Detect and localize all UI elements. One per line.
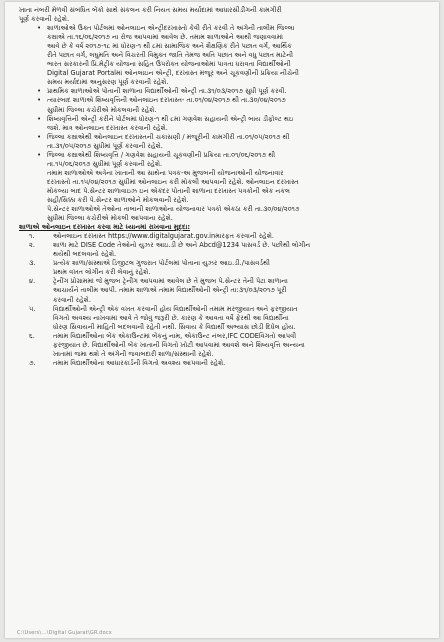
bullet-marker xyxy=(19,142,47,151)
bullet-item xyxy=(19,33,429,42)
point-text: પ્રત્યેક શાળા/સંસ્થાએ ડિજીટલ ગુજરાત પોર્ટલમાં પોતાના યુઝર આઇ.ડી./પાસવર્ડથી xyxy=(53,259,270,268)
bullet-text: સુધીમાં જિલ્લા કચેરીએ મોકલવાની રહેશે. xyxy=(47,105,157,114)
bullet-item xyxy=(19,51,429,60)
numbered-point xyxy=(19,259,429,268)
bullet-marker: • xyxy=(37,150,41,159)
bullet-marker xyxy=(19,42,47,51)
intro-line: પૂર્ણ કરવાની રહેશે. xyxy=(19,15,70,24)
point-text: પ્રથમ વખત લોગીન કરી લેવાનું રહેશે. xyxy=(53,268,151,277)
bullet-text: તા.૧૫/૦૬/૨૦૧૭ સુધીમાં પૂર્ણ કરવાની રહેશે. xyxy=(47,159,163,168)
bullet-marker xyxy=(19,106,47,115)
bullet-marker xyxy=(19,160,47,169)
bullet-item xyxy=(19,78,429,87)
bullet-item xyxy=(19,60,429,69)
bullet-marker: • xyxy=(37,114,41,123)
section-heading: શાળાએ ઓનલાઇન દરખાસ્ત કરવા માટે ધ્યાનમાં રાખવાના મુદ્દા: xyxy=(19,223,190,232)
bullet-text: Digital Gujarat Portalમાં ઓનલાઇન એન્ટ્રી, દરખાસ્ત મંજૂર અને ચૂકવણીની પ્રક્રિયા નીચેની xyxy=(47,69,299,78)
point-text: તમામ વિદ્યાર્થીઓના બેંક એકાઉન્ટમાં બેંકનું નામ, એકાઉન્ટ નંબર,IFC CODEવિગતો આપવી xyxy=(53,331,297,340)
bullet-marker: • xyxy=(37,132,41,141)
paragraph-line: તમામ શાળાઓએ અત્રેના ખાતાની આ સાથેના પત્રક-અ મુજબની યોજનાઓની યોજનાવાર xyxy=(47,168,284,177)
point-text: વિગતો અવશ્ય નાખવામાં આવે તે જોવું જરૂરી છે. કારણ કે આવતા વર્ષે ફેરથી આ વિદ્યાર્થીના xyxy=(53,313,289,322)
point-text: આચાર્યને તાલીમ આપી. તમામ શાળાએ તમામ વિદ્યાર્થીઓની એન્ટ્રી તા:૩૧/૦૩/૨૦૧૭ પૂરી xyxy=(53,286,287,295)
bullet-item xyxy=(19,106,429,115)
point-text: ધોરણ સિવાયની માહિતી બદલવાની રહેતી નથી. સિવાય કે વિદ્યાર્થી અભ્યાસ છોડી દિધેલ હોય. xyxy=(53,322,296,331)
point-number: ૨. xyxy=(29,241,35,250)
point-number xyxy=(19,250,53,259)
point-number: ૪. xyxy=(29,277,36,286)
point-number xyxy=(19,296,53,305)
numbered-point xyxy=(19,350,429,359)
bullet-marker: • xyxy=(37,87,41,96)
bullet-item xyxy=(19,124,429,133)
bullet-item xyxy=(19,115,429,124)
point-number xyxy=(19,341,53,350)
numbered-point xyxy=(19,332,429,341)
bullet-marker xyxy=(19,78,47,87)
paragraph-line: સહી/સિક્કા કરી પે.સેન્ટર શાળાઓને મોકલવાની રહેશે. xyxy=(47,195,189,204)
point-text: થયેથી બદલવાનો રહેશે. xyxy=(53,250,117,259)
point-text: શાળા માટે DISE Code તેઓનો યુઝર આઇ.ડી છે અને Abcd@1234 પાસવર્ડ છે. પછીથી લોગીન xyxy=(53,241,311,250)
submission-paragraph xyxy=(19,169,429,223)
point-text: ટ્રેનીંગ પ્રોગ્રામમાં જે મુજબ ટ્રેનીંગ આપવામાં આવેલ છે તે મુજબ પે.સેન્ટર તેની પેટા શાળાના xyxy=(53,277,288,286)
bullet-text: જિલ્લા કક્ષાએથી ઓનલાઇન દરખાસ્તની ચકાસણી / મંજૂરીની કામગીરી તા.૦૧/૦૫/૨૦૧૭ થી xyxy=(47,132,290,141)
bullet-list xyxy=(19,24,429,169)
numbered-point xyxy=(19,305,429,314)
bullet-text: શાળાઓએ ઉક્ત પોર્ટલમાં ઓનલાઇન એન્ટ્રીદરખાસ્તો કેવી રીતે કરવી તે અંગેની તાલીમ જિલ્લા xyxy=(47,24,295,33)
bullet-marker xyxy=(19,51,47,60)
point-number xyxy=(19,286,53,295)
bullet-text: આવે છે કે વર્ષ ૨૦૧૭-૧૮ માં ધોરણ-૧ થી ૮માં સામાજિક અને શૈક્ષણિક રીતે પછાત વર્ગ, આર્થિક xyxy=(47,42,292,51)
point-text: વિદ્યાર્થીઓની એન્ટ્રી એક વખત કરવાની હોય વિદ્યાર્થીઓની તમામ મરજીયાત અને ફરજીયાત xyxy=(53,304,298,313)
bullet-text: કક્ષાએ તા.૧૬/૦૬/૨૦૧૭ ના રોજ આપવામાં આવેલ છે. તમામ શાળાઓને આથી જણાવવામાં xyxy=(47,33,283,42)
point-number: ૧. xyxy=(29,232,35,241)
bullet-item xyxy=(19,133,429,142)
bullet-item xyxy=(19,87,429,96)
point-text: ફરજીયાત છે. વિદ્યાર્થીઓની બેંક ખાતાની વિગતો ખોટી આપવામાં આવશે અને શિષ્યવૃત્તિ અન્યના xyxy=(53,340,305,349)
bullet-text: પ્રાથમિક શાળાઓએ પોતાની શાળાના વિદ્યાર્થીઓની એન્ટ્રી તા.૩૧/૦૩/૨૦૧૭ સુધી પૂર્ણ કરવી. xyxy=(47,87,287,96)
numbered-point xyxy=(19,341,429,350)
numbered-point xyxy=(19,286,429,295)
paragraph-line: મોકલ્યા બાદ પે.સેન્ટર શાળાવાઇઝ ઇન એકંદર પોતાની શાળાના દરખાસ્ત પત્રકોની એક નકલ xyxy=(47,186,290,195)
intro-line: ખાતા નંબરી મેળવી સંબંધિત બેંકો સાથે સંકલન કરી નિયત સમય મર્યાદામાં આધારસીડીંગની કામગીરી xyxy=(19,6,282,14)
point-number xyxy=(19,350,53,359)
numbered-points xyxy=(19,232,429,368)
point-text: કરવાની રહેશે. xyxy=(53,295,91,304)
bullet-item xyxy=(19,151,429,160)
point-number: ૬. xyxy=(29,331,35,340)
bullet-marker: • xyxy=(37,96,41,105)
file-path-footer: C:\Users\...\Digital Gujarat\GR.docx xyxy=(17,630,112,636)
numbered-point xyxy=(19,323,429,332)
bullet-item xyxy=(19,96,429,105)
bullet-text: તા.૩૧/૦૫/૨૦૧૭ સુધીમાં પૂર્ણ કરવાની રહેશે. xyxy=(47,141,163,150)
point-text: ખાતામાં જમા થશે તે અંગેની જવાબદારી શાળા/સંસ્થાની રહેશે. xyxy=(53,349,214,358)
point-number xyxy=(19,314,53,323)
bullet-item xyxy=(19,142,429,151)
numbered-point xyxy=(19,314,429,323)
numbered-point xyxy=(19,359,429,368)
numbered-point xyxy=(19,250,429,259)
document-body xyxy=(19,6,429,368)
paragraph-line: પે.સેન્ટર શાળાઓએ તેઓના તાબાની શાળાઓના યોજનાવાર પત્રકો એકઠા કરી તા.૩૦/૦૪/૨૦૧૭ xyxy=(47,205,300,214)
bullet-text: ભારત સરકારની પ્રિ.મેટ્રીક યોજના સહિત ઉપરોક્ત યોજનાઓમાં પાત્રતા ધરાવતા વિદ્યાર્થીઓની xyxy=(47,60,291,69)
bullet-marker xyxy=(19,33,47,42)
point-number: ૫. xyxy=(29,304,36,313)
bullet-marker xyxy=(19,124,47,133)
bullet-item xyxy=(19,24,429,33)
paragraph-line: દરખાસ્તો તા.૧૫/૦૪/૨૦૧૭ સુધીમાં ઓનલાઇન કરી મોકલી આપવાની રહેશે. ઓનલાઇન દરખાસ્ત xyxy=(47,177,299,186)
point-number xyxy=(19,268,53,277)
bullet-marker xyxy=(19,60,47,69)
point-number xyxy=(19,323,53,332)
point-number: ૩. xyxy=(29,259,36,268)
bullet-text: ત્યારબાદ શાળાએ શિષ્યવૃત્તિની ઓનલાઇન દરખાસ્ત- તા.૦૧/૦૪/૨૦૧૭ થી તા.૩૦/૦૪/૨૦૧૭ xyxy=(47,96,286,105)
bullet-marker xyxy=(19,69,47,78)
bullet-item xyxy=(19,160,429,169)
paragraph-line: સુધીમાં જિલ્લા કચેરીએ મોકલી આપવાના રહેશે. xyxy=(47,214,173,223)
numbered-point xyxy=(19,232,429,241)
point-text: તમામ વિદ્યાર્થીઓના આધારકાર્ડની વિગતો અવશ્ય આપવાની રહેશે. xyxy=(53,358,226,367)
document-page xyxy=(5,2,439,638)
bullet-item xyxy=(19,42,429,51)
point-text: ઓનલાઇન દરખાસ્ત https://www.digitalgujarat.gov.inમારફત કરવાની રહેશે. xyxy=(53,232,275,241)
point-number: ૭. xyxy=(29,358,36,367)
bullet-text: રીતે પછાત વર્ગ, લઘુમતિ અને વિચરતી વિમુક્ત જાતિ તેમજ અતિ પછાત અને વધુ પછાત માટેની xyxy=(47,51,294,60)
bullet-text: જિલ્લા કક્ષાએથી શિષ્યવૃત્તિ / ગણવેશ સહાયની ચૂકવણીની પ્રક્રિયા તા.૦૧/૦૬/૨૦૧૭ થી xyxy=(47,150,276,159)
bullet-marker: • xyxy=(37,24,41,33)
bullet-text: શિષ્યવૃત્તિની એન્ટ્રી કરીને પોર્ટલમાં ધોરણ-૧ થી ૮માં ગણવેશ સહાયની એન્ટ્રી બાય ડીફોલ્ટ થઇ xyxy=(47,114,294,123)
bullet-text: સમય મર્યાદામાં અનુસરણ પૂર્ણ કરવાની રહેશે. xyxy=(47,78,169,87)
numbered-point xyxy=(19,241,429,250)
numbered-point xyxy=(19,296,429,305)
bullet-text: જશે. માત્ર ઓનલાઇન દરખાસ્ત કરવાની રહેશે. xyxy=(47,123,168,132)
